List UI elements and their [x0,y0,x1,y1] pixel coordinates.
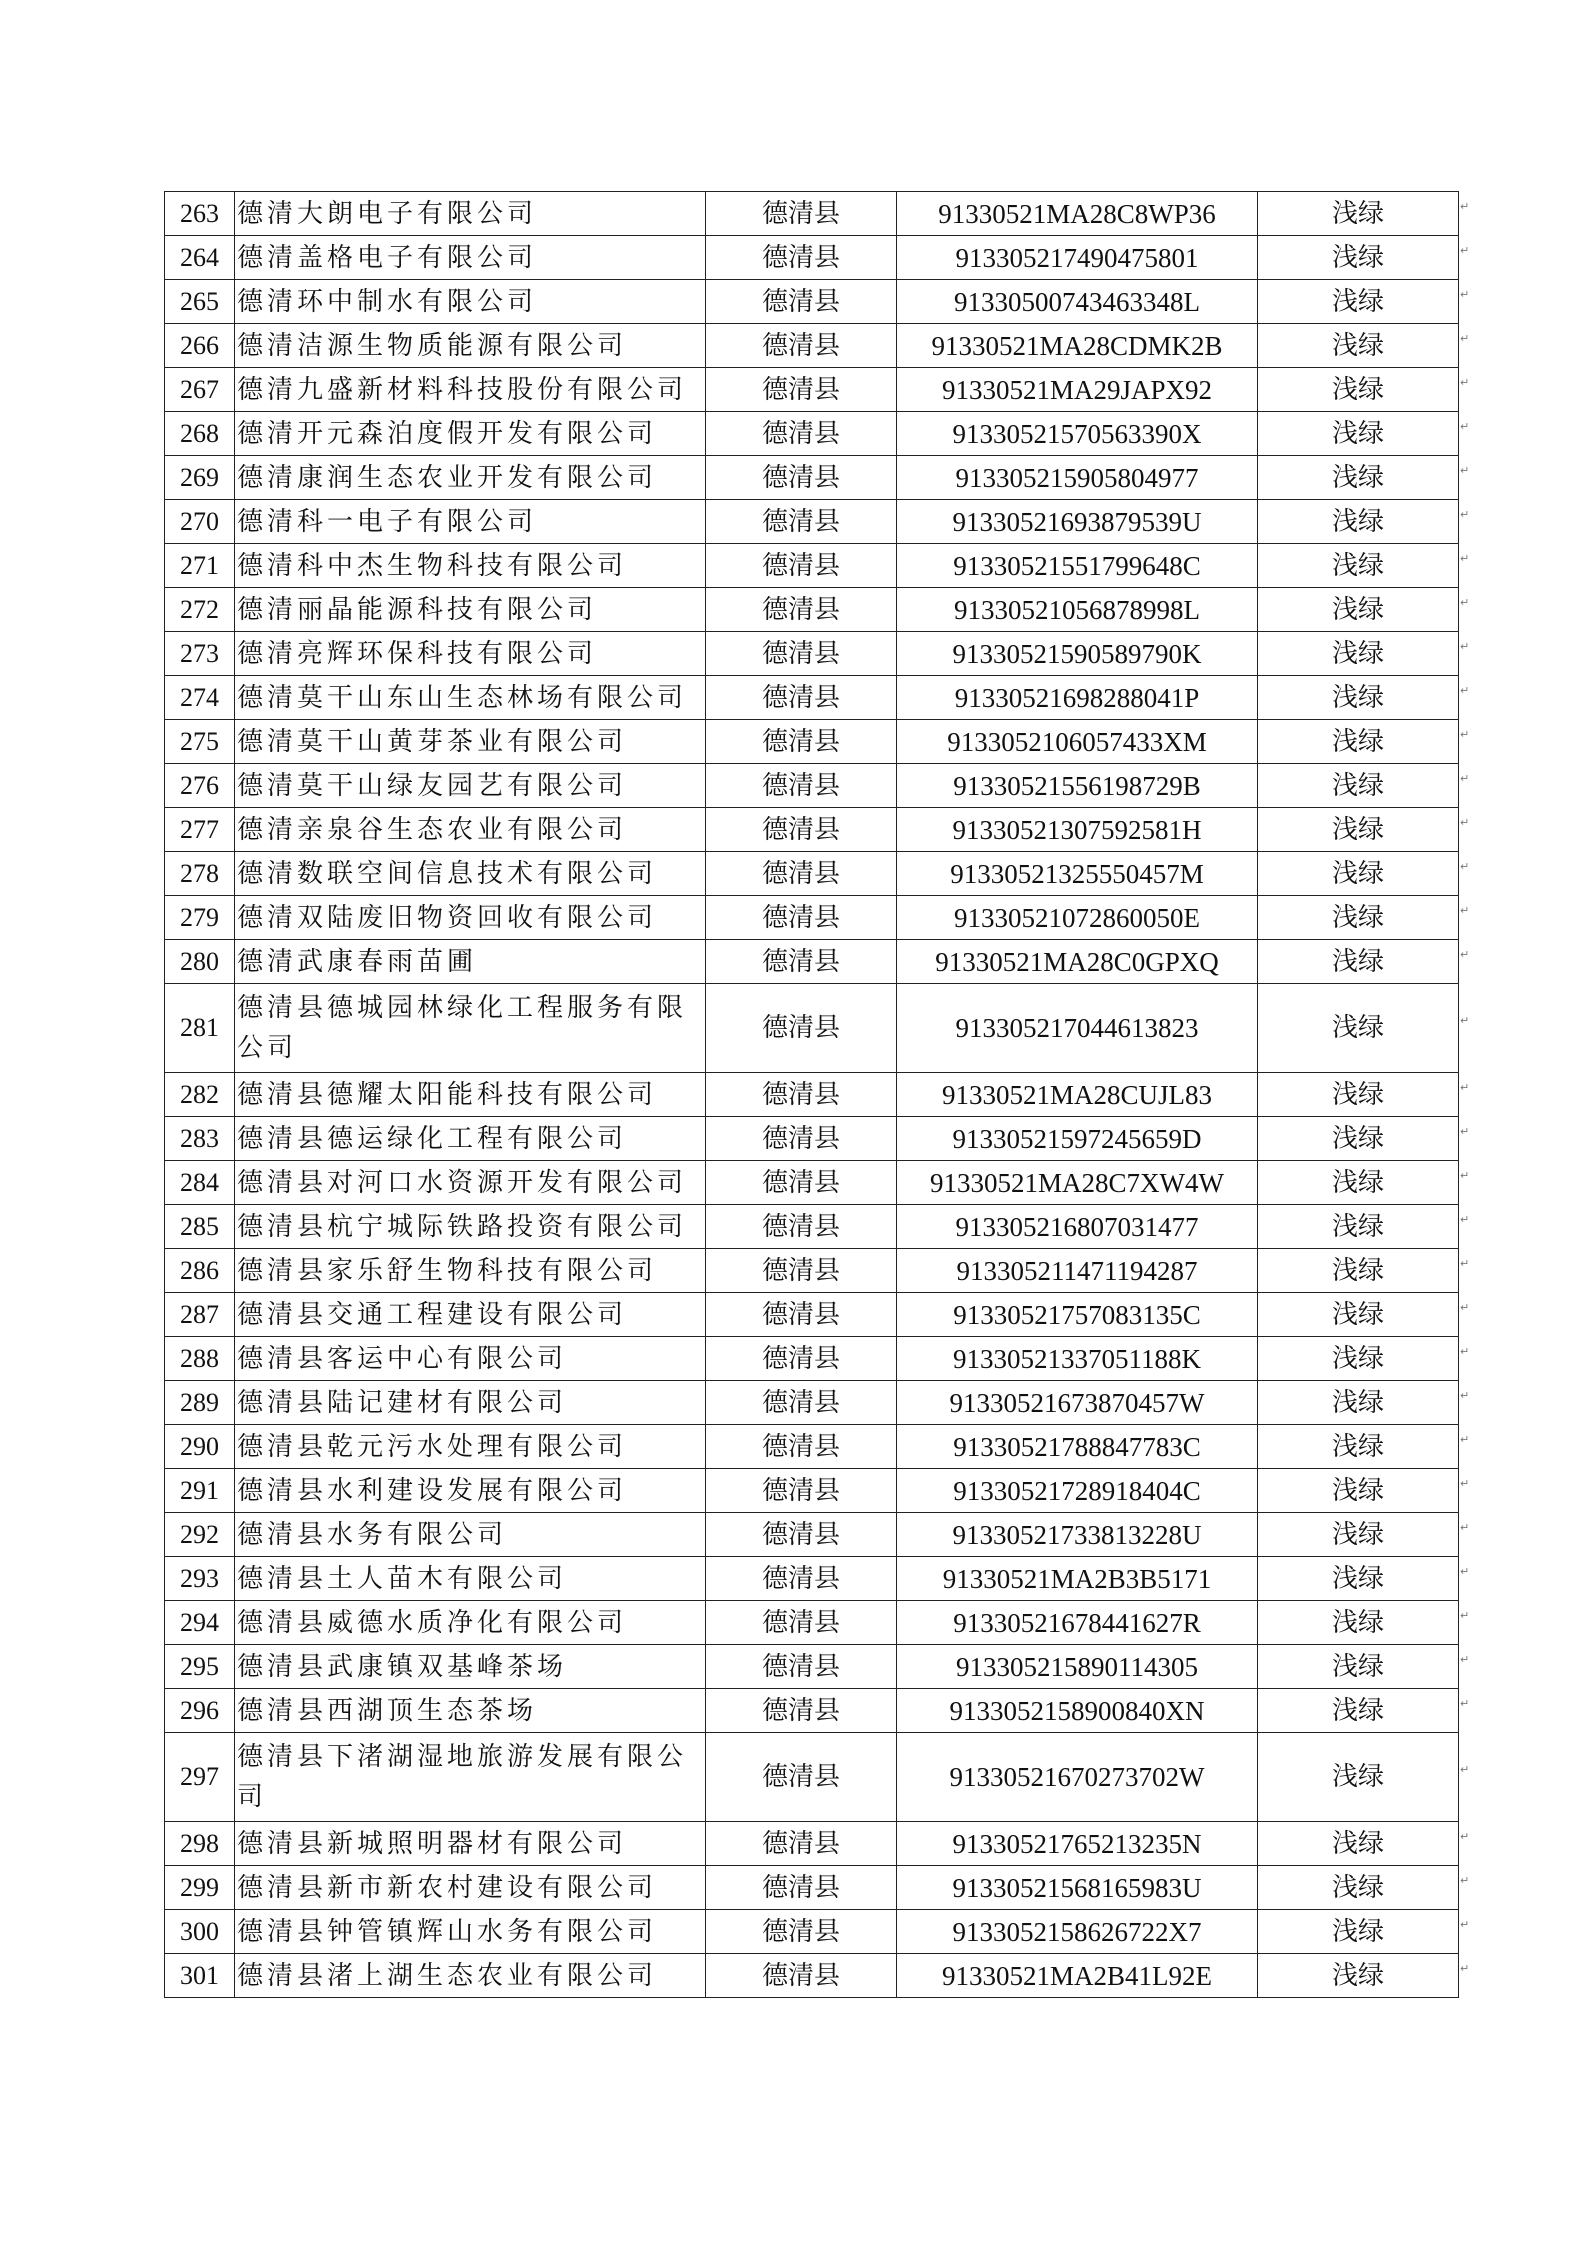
rating-level: 浅绿 [1258,1337,1459,1381]
county: 德清县 [706,984,897,1073]
table-row [165,1645,1459,1689]
county: 德清县 [706,368,897,412]
rating-level: 浅绿 [1258,896,1459,940]
credit-code: 91330521056878998L [897,588,1258,632]
company-name: 德清县武康镇双基峰茶场 [235,1645,706,1689]
county: 德清县 [706,1645,897,1689]
rating-level: 浅绿 [1258,1469,1459,1513]
credit-code: 913305217490475801 [897,236,1258,280]
company-name: 德清县德城园林绿化工程服务有限公司 [235,984,706,1073]
row-number: 299 [165,1866,235,1910]
company-name: 德清县德运绿化工程有限公司 [235,1117,706,1161]
paragraph-mark-icon: ↵ [1460,243,1470,257]
rating-level: 浅绿 [1258,500,1459,544]
table-row [165,1073,1459,1117]
county: 德清县 [706,1733,897,1822]
company-name: 德清县陆记建材有限公司 [235,1381,706,1425]
row-number: 301 [165,1954,235,1998]
paragraph-mark-icon: ↵ [1460,1917,1470,1931]
credit-code: 91330521693879539U [897,500,1258,544]
table-row [165,280,1459,324]
credit-code: 91330521788847783C [897,1425,1258,1469]
credit-code: 91330521570563390X [897,412,1258,456]
rating-level: 浅绿 [1258,984,1459,1073]
row-number: 276 [165,764,235,808]
rating-level: 浅绿 [1258,1249,1459,1293]
county: 德清县 [706,1601,897,1645]
rating-level: 浅绿 [1258,324,1459,368]
rating-level: 浅绿 [1258,1205,1459,1249]
paragraph-mark-icon: ↵ [1460,1388,1470,1402]
enterprise-table [164,191,1459,1998]
rating-level: 浅绿 [1258,1733,1459,1822]
paragraph-mark-icon: ↵ [1460,1564,1470,1578]
rating-level: 浅绿 [1258,808,1459,852]
rating-level: 浅绿 [1258,1293,1459,1337]
table-row [165,1161,1459,1205]
table-row [165,940,1459,984]
rating-level: 浅绿 [1258,1161,1459,1205]
paragraph-mark-icon: ↵ [1460,815,1470,829]
county: 德清县 [706,1293,897,1337]
row-number: 269 [165,456,235,500]
paragraph-mark-icon: ↵ [1460,1344,1470,1358]
paragraph-mark-icon: ↵ [1460,1608,1470,1622]
table-row [165,368,1459,412]
table-row [165,764,1459,808]
table-row [165,588,1459,632]
credit-code: 91330521678441627R [897,1601,1258,1645]
county: 德清县 [706,1910,897,1954]
rating-level: 浅绿 [1258,1866,1459,1910]
table-row [165,1337,1459,1381]
table-body [165,192,1459,1998]
credit-code: 91330521670273702W [897,1733,1258,1822]
credit-code: 913305211471194287 [897,1249,1258,1293]
row-number: 265 [165,280,235,324]
table-row [165,324,1459,368]
rating-level: 浅绿 [1258,764,1459,808]
company-name: 德清县钟管镇辉山水务有限公司 [235,1910,706,1954]
table-row [165,1117,1459,1161]
credit-code: 9133052158900840XN [897,1689,1258,1733]
credit-code: 91330521765213235N [897,1822,1258,1866]
company-name: 德清县杭宁城际铁路投资有限公司 [235,1205,706,1249]
credit-code: 91330521551799648C [897,544,1258,588]
company-name: 德清县交通工程建设有限公司 [235,1293,706,1337]
row-number: 296 [165,1689,235,1733]
table-row [165,1689,1459,1733]
company-name: 德清县土人苗木有限公司 [235,1557,706,1601]
row-number: 281 [165,984,235,1073]
table-row [165,1249,1459,1293]
row-number: 282 [165,1073,235,1117]
company-name: 德清莫干山黄芽茶业有限公司 [235,720,706,764]
credit-code: 91330521307592581H [897,808,1258,852]
company-name: 德清县家乐舒生物科技有限公司 [235,1249,706,1293]
paragraph-mark-icon: ↵ [1460,1212,1470,1226]
row-number: 263 [165,192,235,236]
credit-code: 91330521597245659D [897,1117,1258,1161]
table-row [165,544,1459,588]
company-name: 德清县德耀太阳能科技有限公司 [235,1073,706,1117]
table-row [165,1205,1459,1249]
county: 德清县 [706,1513,897,1557]
county: 德清县 [706,192,897,236]
table-row [165,236,1459,280]
credit-code: 91330521MA2B3B5171 [897,1557,1258,1601]
paragraph-mark-icon: ↵ [1460,507,1470,521]
paragraph-mark-icon: ↵ [1460,419,1470,433]
credit-code: 91330521698288041P [897,676,1258,720]
company-name: 德清莫干山绿友园艺有限公司 [235,764,706,808]
rating-level: 浅绿 [1258,1073,1459,1117]
row-number: 275 [165,720,235,764]
company-name: 德清县西湖顶生态茶场 [235,1689,706,1733]
company-name: 德清洁源生物质能源有限公司 [235,324,706,368]
paragraph-mark-icon: ↵ [1460,1476,1470,1490]
county: 德清县 [706,412,897,456]
paragraph-mark-icon: ↵ [1460,859,1470,873]
paragraph-mark-icon: ↵ [1460,1829,1470,1843]
company-name: 德清科中杰生物科技有限公司 [235,544,706,588]
company-name: 德清县下渚湖湿地旅游发展有限公司 [235,1733,706,1822]
county: 德清县 [706,1249,897,1293]
company-name: 德清丽晶能源科技有限公司 [235,588,706,632]
rating-level: 浅绿 [1258,632,1459,676]
row-number: 279 [165,896,235,940]
company-name: 德清县新市新农村建设有限公司 [235,1866,706,1910]
county: 德清县 [706,1689,897,1733]
county: 德清县 [706,1557,897,1601]
row-number: 300 [165,1910,235,1954]
paragraph-mark-icon: ↵ [1460,1873,1470,1887]
row-number: 271 [165,544,235,588]
paragraph-mark-icon: ↵ [1460,1124,1470,1138]
credit-code: 9133052158626722X7 [897,1910,1258,1954]
table-row [165,1293,1459,1337]
row-number: 293 [165,1557,235,1601]
county: 德清县 [706,1117,897,1161]
credit-code: 91330521568165983U [897,1866,1258,1910]
credit-code: 91330521MA28C0GPXQ [897,940,1258,984]
rating-level: 浅绿 [1258,1601,1459,1645]
company-name: 德清县水务有限公司 [235,1513,706,1557]
paragraph-mark-icon: ↵ [1460,287,1470,301]
credit-code: 91330521590589790K [897,632,1258,676]
table-row [165,412,1459,456]
company-name: 德清环中制水有限公司 [235,280,706,324]
credit-code: 91330521673870457W [897,1381,1258,1425]
row-number: 266 [165,324,235,368]
row-number: 274 [165,676,235,720]
paragraph-mark-icon: ↵ [1460,463,1470,477]
county: 德清县 [706,720,897,764]
rating-level: 浅绿 [1258,1557,1459,1601]
paragraph-mark-icon: ↵ [1460,331,1470,345]
credit-code: 91330521MA28C7XW4W [897,1161,1258,1205]
company-name: 德清县对河口水资源开发有限公司 [235,1161,706,1205]
county: 德清县 [706,500,897,544]
credit-code: 91330521MA2B41L92E [897,1954,1258,1998]
county: 德清县 [706,852,897,896]
rating-level: 浅绿 [1258,1425,1459,1469]
table-row [165,1866,1459,1910]
paragraph-mark-icon: ↵ [1460,1300,1470,1314]
credit-code: 91330521MA28CUJL83 [897,1073,1258,1117]
company-name: 德清康润生态农业开发有限公司 [235,456,706,500]
paragraph-mark-icon: ↵ [1460,683,1470,697]
rating-level: 浅绿 [1258,1381,1459,1425]
county: 德清县 [706,632,897,676]
row-number: 280 [165,940,235,984]
credit-code: 913305217044613823 [897,984,1258,1073]
county: 德清县 [706,896,897,940]
table-row [165,852,1459,896]
paragraph-mark-icon: ↵ [1460,1520,1470,1534]
county: 德清县 [706,588,897,632]
row-number: 268 [165,412,235,456]
rating-level: 浅绿 [1258,1645,1459,1689]
table-row [165,192,1459,236]
rating-level: 浅绿 [1258,368,1459,412]
county: 德清县 [706,1954,897,1998]
company-name: 德清九盛新材料科技股份有限公司 [235,368,706,412]
credit-code: 91330521733813228U [897,1513,1258,1557]
county: 德清县 [706,324,897,368]
table-row [165,1910,1459,1954]
credit-code: 91330521337051188K [897,1337,1258,1381]
table-row [165,1425,1459,1469]
credit-code: 91330521072860050E [897,896,1258,940]
row-number: 264 [165,236,235,280]
county: 德清县 [706,1161,897,1205]
row-number: 289 [165,1381,235,1425]
rating-level: 浅绿 [1258,1117,1459,1161]
credit-code: 91330521MA28C8WP36 [897,192,1258,236]
paragraph-mark-icon: ↵ [1460,1080,1470,1094]
company-name: 德清县乾元污水处理有限公司 [235,1425,706,1469]
rating-level: 浅绿 [1258,1954,1459,1998]
row-number: 272 [165,588,235,632]
table-row [165,1954,1459,1998]
row-number: 288 [165,1337,235,1381]
paragraph-mark-icon: ↵ [1460,1763,1470,1776]
rating-level: 浅绿 [1258,544,1459,588]
row-number: 294 [165,1601,235,1645]
county: 德清县 [706,1469,897,1513]
credit-code: 91330521556198729B [897,764,1258,808]
paragraph-mark-icon: ↵ [1460,1168,1470,1182]
county: 德清县 [706,940,897,984]
paragraph-mark-icon: ↵ [1460,903,1470,917]
row-number: 267 [165,368,235,412]
county: 德清县 [706,236,897,280]
row-number: 297 [165,1733,235,1822]
table-row [165,1557,1459,1601]
rating-level: 浅绿 [1258,720,1459,764]
company-name: 德清莫干山东山生态林场有限公司 [235,676,706,720]
paragraph-mark-icon: ↵ [1460,771,1470,785]
rating-level: 浅绿 [1258,236,1459,280]
rating-level: 浅绿 [1258,676,1459,720]
paragraph-mark-icon: ↵ [1460,199,1470,213]
row-number: 270 [165,500,235,544]
paragraph-mark-icon: ↵ [1460,375,1470,389]
county: 德清县 [706,544,897,588]
table-row [165,456,1459,500]
table-row [165,896,1459,940]
paragraph-mark-icon: ↵ [1460,639,1470,653]
company-name: 德清科一电子有限公司 [235,500,706,544]
rating-level: 浅绿 [1258,412,1459,456]
county: 德清县 [706,1866,897,1910]
row-number: 285 [165,1205,235,1249]
table-row [165,1469,1459,1513]
county: 德清县 [706,456,897,500]
county: 德清县 [706,808,897,852]
paragraph-mark-icon: ↵ [1460,947,1470,961]
county: 德清县 [706,1205,897,1249]
table-row [165,984,1459,1073]
county: 德清县 [706,280,897,324]
company-name: 德清双陆废旧物资回收有限公司 [235,896,706,940]
rating-level: 浅绿 [1258,280,1459,324]
credit-code: 913305215890114305 [897,1645,1258,1689]
paragraph-mark-icon: ↵ [1460,1652,1470,1666]
rating-level: 浅绿 [1258,1822,1459,1866]
row-number: 290 [165,1425,235,1469]
paragraph-mark-icon: ↵ [1460,551,1470,565]
rating-level: 浅绿 [1258,588,1459,632]
county: 德清县 [706,676,897,720]
company-name: 德清亮辉环保科技有限公司 [235,632,706,676]
row-number: 292 [165,1513,235,1557]
table-row [165,632,1459,676]
county: 德清县 [706,1425,897,1469]
table-row [165,808,1459,852]
company-name: 德清武康春雨苗圃 [235,940,706,984]
county: 德清县 [706,1822,897,1866]
row-number: 283 [165,1117,235,1161]
company-name: 德清县水利建设发展有限公司 [235,1469,706,1513]
rating-level: 浅绿 [1258,852,1459,896]
county: 德清县 [706,1337,897,1381]
row-number: 278 [165,852,235,896]
table-row [165,1381,1459,1425]
credit-code: 91330500743463348L [897,280,1258,324]
credit-code: 91330521325550457M [897,852,1258,896]
table-row [165,500,1459,544]
county: 德清县 [706,764,897,808]
table-row [165,676,1459,720]
credit-code: 9133052106057433XM [897,720,1258,764]
row-number: 295 [165,1645,235,1689]
credit-code: 91330521728918404C [897,1469,1258,1513]
county: 德清县 [706,1381,897,1425]
row-number: 298 [165,1822,235,1866]
company-name: 德清县威德水质净化有限公司 [235,1601,706,1645]
row-number: 291 [165,1469,235,1513]
rating-level: 浅绿 [1258,456,1459,500]
credit-code: 913305216807031477 [897,1205,1258,1249]
rating-level: 浅绿 [1258,940,1459,984]
paragraph-mark-icon: ↵ [1460,595,1470,609]
paragraph-mark-icon: ↵ [1460,1696,1470,1710]
credit-code: 91330521757083135C [897,1293,1258,1337]
paragraph-mark-icon: ↵ [1460,1014,1470,1027]
row-number: 287 [165,1293,235,1337]
company-name: 德清数联空间信息技术有限公司 [235,852,706,896]
company-name: 德清县渚上湖生态农业有限公司 [235,1954,706,1998]
rating-level: 浅绿 [1258,1513,1459,1557]
credit-code: 91330521MA29JAPX92 [897,368,1258,412]
table-row [165,1513,1459,1557]
company-name: 德清开元森泊度假开发有限公司 [235,412,706,456]
row-number: 286 [165,1249,235,1293]
company-name: 德清县新城照明器材有限公司 [235,1822,706,1866]
company-name: 德清盖格电子有限公司 [235,236,706,280]
county: 德清县 [706,1073,897,1117]
row-number: 284 [165,1161,235,1205]
paragraph-mark-icon: ↵ [1460,1256,1470,1270]
rating-level: 浅绿 [1258,1689,1459,1733]
row-number: 273 [165,632,235,676]
paragraph-mark-icon: ↵ [1460,1432,1470,1446]
credit-code: 91330521MA28CDMK2B [897,324,1258,368]
table-row [165,1733,1459,1822]
rating-level: 浅绿 [1258,1910,1459,1954]
rating-level: 浅绿 [1258,192,1459,236]
table-row [165,720,1459,764]
credit-code: 913305215905804977 [897,456,1258,500]
table-row [165,1822,1459,1866]
row-number: 277 [165,808,235,852]
company-name: 德清大朗电子有限公司 [235,192,706,236]
table-row [165,1601,1459,1645]
company-name: 德清县客运中心有限公司 [235,1337,706,1381]
paragraph-mark-icon: ↵ [1460,1961,1470,1975]
company-name: 德清亲泉谷生态农业有限公司 [235,808,706,852]
paragraph-mark-icon: ↵ [1460,727,1470,741]
